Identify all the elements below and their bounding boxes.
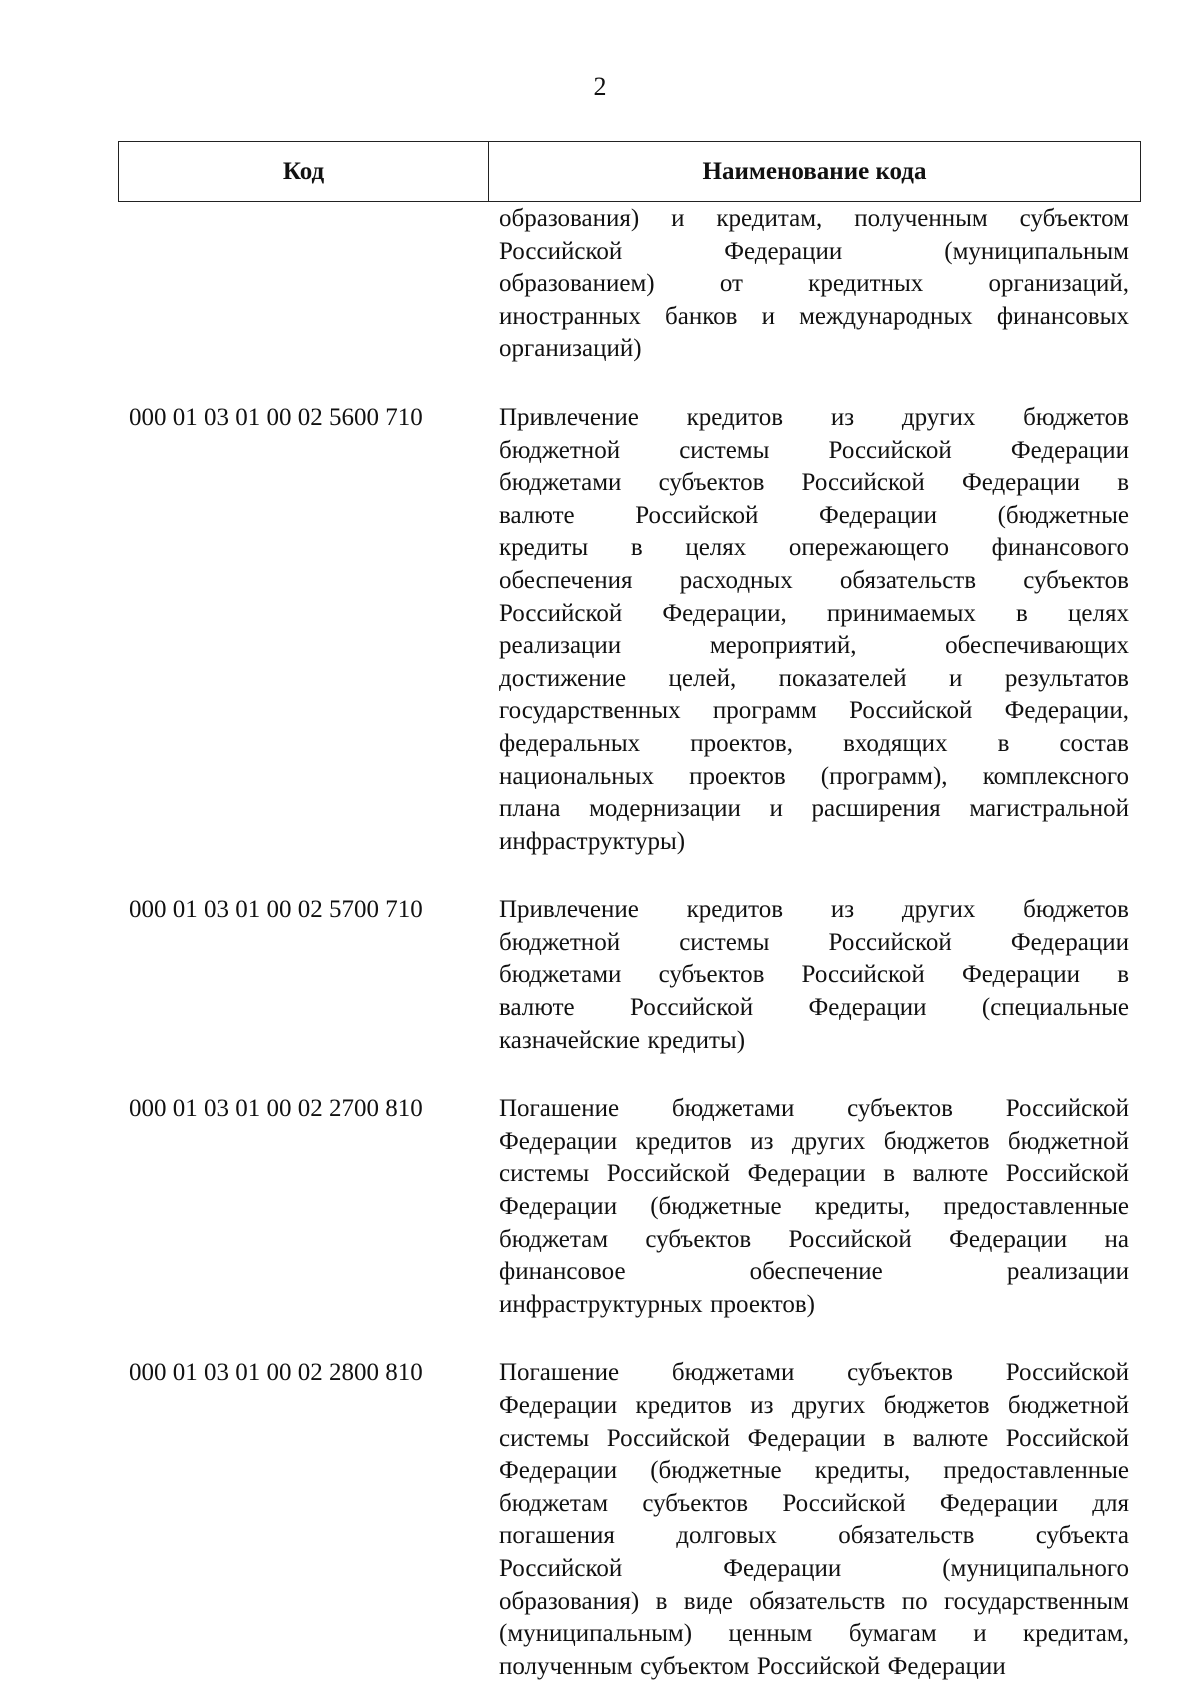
- row-code: 000 01 03 01 00 02 2800 810: [129, 1359, 423, 1387]
- row-code: 000 01 03 01 00 02 2700 810: [129, 1095, 423, 1123]
- row-description: [499, 402, 1129, 858]
- text-line: финансовое обеспечение реализации: [499, 1258, 1129, 1286]
- text-line: погашения долговых обязательств субъекта: [499, 1522, 1129, 1550]
- text-line: Федерации кредитов из других бюджетов бюджетной: [499, 1127, 1129, 1155]
- text-line: национальных проектов (программ), комплексного: [499, 762, 1129, 790]
- text-line: бюджетам субъектов Российской Федерации для: [499, 1489, 1129, 1517]
- text-line: федеральных проектов, входящих в состав: [499, 729, 1129, 757]
- row-code: [0, 203, 499, 366]
- text-line: реализации мероприятий, обеспечивающих: [499, 632, 1129, 660]
- text-line: бюджетами субъектов Российской Федерации в: [499, 961, 1129, 989]
- text-line: образованием) от кредитных организаций,: [499, 270, 1129, 298]
- text-line: плана модернизации и расширения магистральной: [499, 795, 1129, 823]
- text-line: Российской Федерации (муниципальным: [499, 237, 1129, 265]
- text-line: Погашение бюджетами субъектов Российской: [499, 1095, 1129, 1123]
- row-description: [499, 203, 1129, 366]
- text-line: организаций): [499, 335, 642, 363]
- table-row: [0, 402, 1200, 858]
- text-line: Российской Федерации, принимаемых в целях: [499, 599, 1129, 627]
- header-code-label: Код: [119, 142, 489, 201]
- text-line: бюджетами субъектов Российской Федерации в: [499, 469, 1129, 497]
- row-description: [499, 1093, 1129, 1321]
- text-line: обеспечения расходных обязательств субъектов: [499, 566, 1129, 594]
- text-line: иностранных банков и международных финансовых: [499, 302, 1129, 330]
- text-line: Федерации (бюджетные кредиты, предоставленные: [499, 1193, 1129, 1221]
- table-header: [118, 141, 1141, 202]
- text-line: кредиты в целях опережающего финансового: [499, 534, 1129, 562]
- text-line: достижение целей, показателей и результатов: [499, 664, 1129, 692]
- table-row: [0, 894, 1200, 1057]
- page-number: 2: [593, 72, 607, 101]
- text-line: Привлечение кредитов из других бюджетов: [499, 403, 1129, 431]
- row-code: 000 01 03 01 00 02 5700 710: [129, 896, 423, 924]
- text-line: Федерации кредитов из других бюджетов бюджетной: [499, 1392, 1129, 1419]
- text-line: Российской Федерации (муниципального: [499, 1554, 1129, 1582]
- row-description: [499, 1357, 1129, 1683]
- text-line: системы Российской Федерации в валюте Российской: [499, 1424, 1129, 1452]
- text-line: валюте Российской Федерации (специальные: [499, 994, 1129, 1022]
- table-row: [0, 203, 1200, 366]
- text-line: системы Российской Федерации в валюте Российской: [499, 1160, 1129, 1188]
- text-line: государственных программ Российской Федерации,: [499, 697, 1129, 725]
- text-line: инфраструктуры): [499, 827, 686, 855]
- table-body: [0, 203, 1200, 1683]
- row-code: 000 01 03 01 00 02 5600 710: [129, 403, 423, 431]
- row-description: [499, 894, 1129, 1057]
- table-row: [0, 1093, 1200, 1321]
- text-line: образования) в виде обязательств по государственным: [499, 1587, 1129, 1615]
- text-line: инфраструктурных проектов): [499, 1290, 815, 1318]
- table-row: [0, 1357, 1200, 1683]
- text-line: Привлечение кредитов из других бюджетов: [499, 896, 1129, 924]
- text-line: (муниципальным) ценным бумагам и кредитам,: [499, 1620, 1129, 1648]
- text-line: Федерации (бюджетные кредиты, предоставленные: [499, 1457, 1129, 1485]
- header-name-label: Наименование кода: [702, 157, 927, 185]
- text-line: полученным субъектом Российской Федерации: [499, 1652, 1006, 1680]
- text-line: казначейские кредиты): [499, 1026, 746, 1054]
- text-line: валюте Российской Федерации (бюджетные: [499, 501, 1129, 529]
- text-line: бюджетной системы Российской Федерации: [499, 436, 1129, 464]
- text-line: образования) и кредитам, полученным субъектом: [499, 205, 1129, 232]
- text-line: бюджетной системы Российской Федерации: [499, 928, 1129, 956]
- text-line: бюджетам субъектов Российской Федерации на: [499, 1225, 1129, 1253]
- text-line: Погашение бюджетами субъектов Российской: [499, 1359, 1129, 1387]
